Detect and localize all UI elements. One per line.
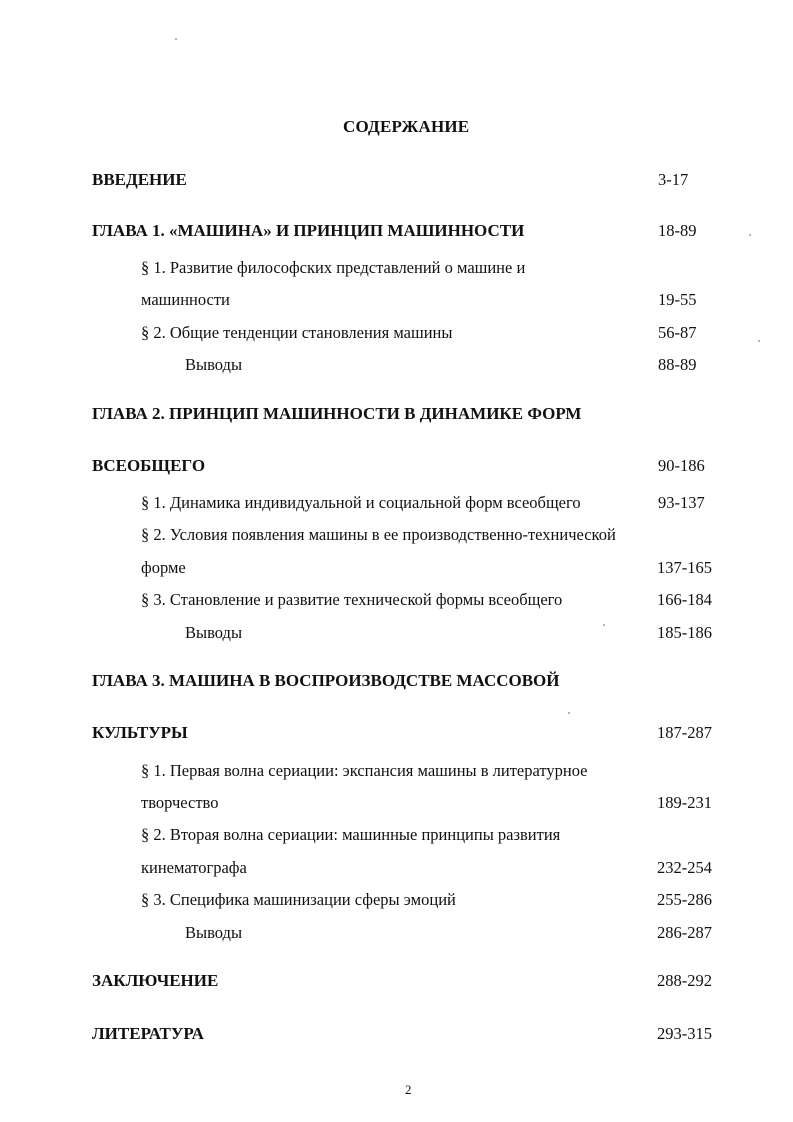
toc-literature-pages: 293-315 <box>657 1024 712 1043</box>
toc-ch2-pages: 90-186 <box>658 456 705 475</box>
toc-ch2-s2-line2: форме <box>141 558 186 577</box>
toc-ch3-s2-line2: кинематографа <box>141 858 247 877</box>
toc-ch2-s3-pages: 166-184 <box>657 590 712 609</box>
toc-conclusion-label: ЗАКЛЮЧЕНИЕ <box>92 971 219 990</box>
toc-ch1-s2-pages: 56-87 <box>658 323 697 342</box>
toc-conclusion-pages: 288-292 <box>657 971 712 990</box>
toc-ch1-s1-pages: 19-55 <box>658 290 697 309</box>
toc-ch3-s2-pages: 232-254 <box>657 858 712 877</box>
toc-ch2-conclusions-pages: 185-186 <box>657 623 712 642</box>
scan-speck <box>568 712 570 714</box>
toc-ch2-s2-pages: 137-165 <box>657 558 712 577</box>
scan-speck <box>603 624 605 626</box>
toc-ch1-conclusions-pages: 88-89 <box>658 355 697 374</box>
toc-ch3-s1-line1: § 1. Первая волна сериации: экспансия машины в литературное <box>141 761 588 780</box>
scan-speck <box>749 234 751 236</box>
page-title: СОДЕРЖАНИЕ <box>343 117 470 136</box>
toc-intro-pages: 3-17 <box>658 170 689 189</box>
toc-ch3-pages: 187-287 <box>657 723 712 742</box>
toc-ch2-label-line2: ВСЕОБЩЕГО <box>92 456 206 475</box>
toc-ch3-conclusions: Выводы <box>185 923 243 942</box>
toc-ch2-conclusions: Выводы <box>185 623 243 642</box>
scan-speck <box>758 340 760 342</box>
toc-ch3-s3: § 3. Специфика машинизации сферы эмоций <box>141 890 456 909</box>
toc-ch1-label: ГЛАВА 1. «МАШИНА» И ПРИНЦИП МАШИННОСТИ <box>92 221 525 240</box>
toc-ch3-label-line2: КУЛЬТУРЫ <box>92 723 188 742</box>
toc-ch3-s2-line1: § 2. Вторая волна сериации: машинные принципы развития <box>141 825 561 844</box>
toc-ch2-s3: § 3. Становление и развитие технической формы всеобщего <box>141 590 563 609</box>
toc-ch2-label-line1: ГЛАВА 2. ПРИНЦИП МАШИННОСТИ В ДИНАМИКЕ ФОРМ <box>92 404 582 423</box>
toc-ch2-s2-line1: § 2. Условия появления машины в ее производственно-технической <box>141 525 616 544</box>
toc-ch3-s1-line2: творчество <box>141 793 219 812</box>
toc-ch1-s1-line2: машинности <box>141 290 230 309</box>
toc-ch3-s1-pages: 189-231 <box>657 793 712 812</box>
toc-ch1-conclusions: Выводы <box>185 355 243 374</box>
scan-speck <box>175 38 177 40</box>
toc-ch1-s2: § 2. Общие тенденции становления машины <box>141 323 453 342</box>
page-number: 2 <box>405 1082 412 1097</box>
toc-ch3-conclusions-pages: 286-287 <box>657 923 712 942</box>
toc-literature-label: ЛИТЕРАТУРА <box>92 1024 204 1043</box>
toc-ch1-s1-line1: § 1. Развитие философских представлений о машине и <box>141 258 526 277</box>
toc-ch3-label-line1: ГЛАВА 3. МАШИНА В ВОСПРОИЗВОДСТВЕ МАССОВОЙ <box>92 671 560 690</box>
toc-intro-label: ВВЕДЕНИЕ <box>92 170 187 189</box>
toc-ch3-s3-pages: 255-286 <box>657 890 712 909</box>
toc-ch2-s1: § 1. Динамика индивидуальной и социальной форм всеобщего <box>141 493 581 512</box>
toc-ch2-s1-pages: 93-137 <box>658 493 705 512</box>
toc-ch1-pages: 18-89 <box>658 221 697 240</box>
